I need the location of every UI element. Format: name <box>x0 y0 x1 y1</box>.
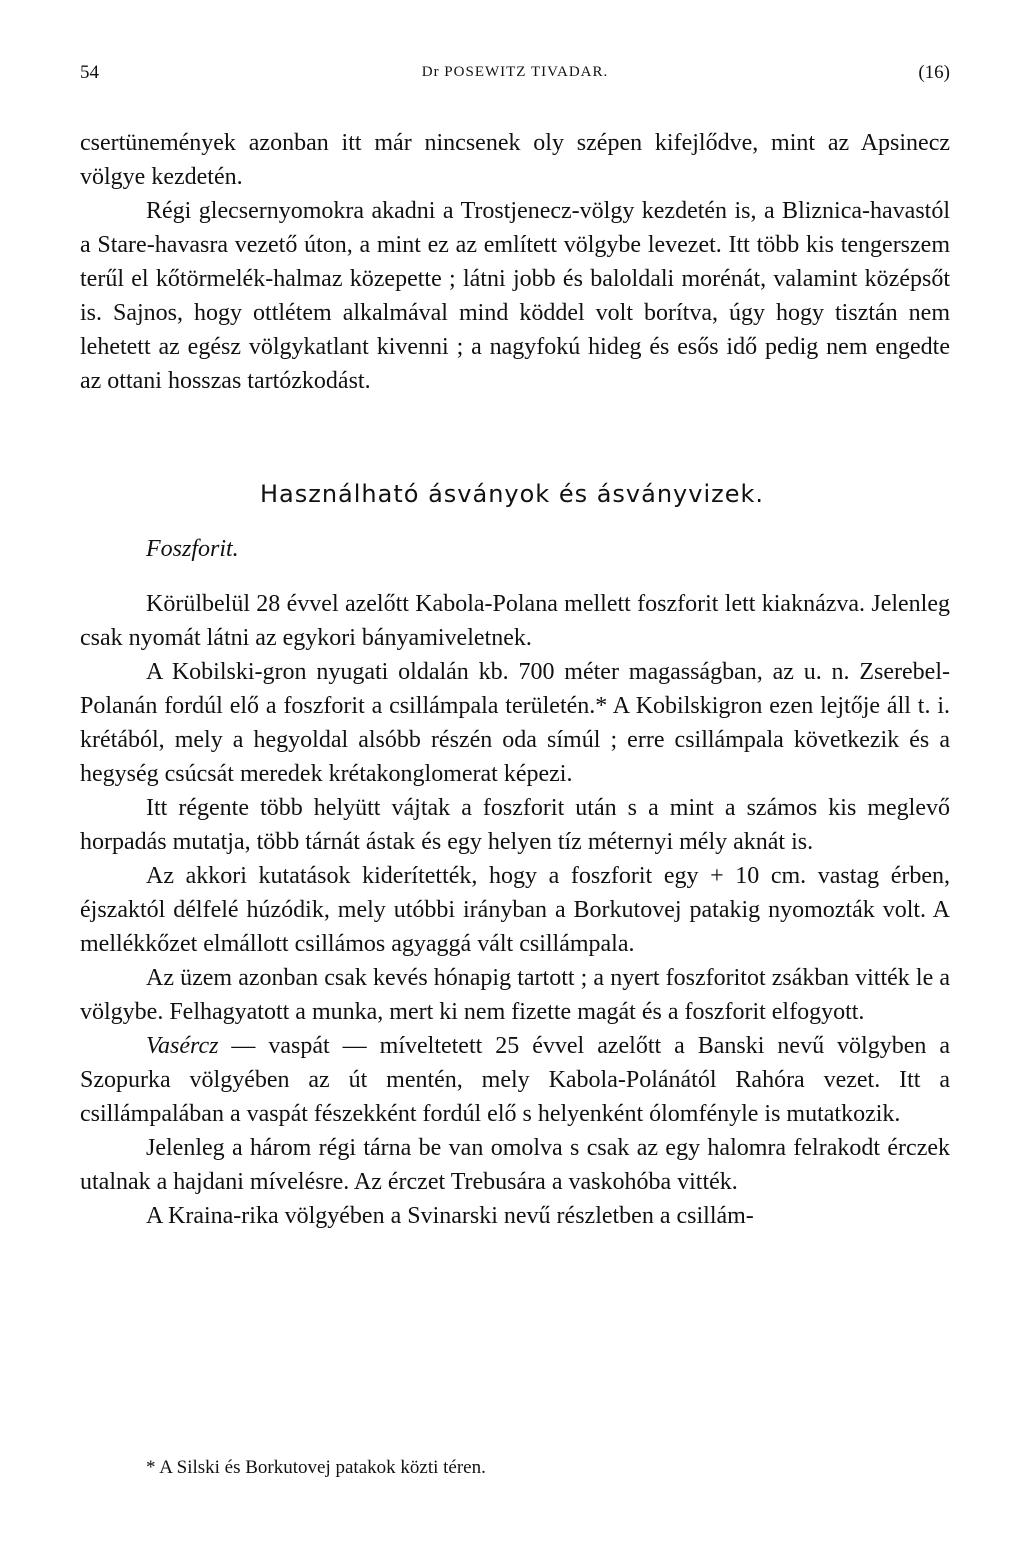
inline-term: Vasércz <box>146 1033 219 1059</box>
paragraph: Jelenleg a három régi tárna be van omolva s csak az egy halomra felrakodt érczek utalnak a hajdani mívelésre. Az érczet Trebusára a vaskohóba vitték. <box>80 1135 950 1195</box>
paragraph: A Kobilski-gron nyugati oldalán kb. 700 méter magasságban, az u. n. Zserebel-Polanán fordúl elő a foszforit a csillámpala területén.* A Kobilskigron ezen lejtője áll t. i. krétából, mely a hegyoldal alsóbb részén oda símúl ; erre csillámpala következik és a hegység csúcsát meredek krétakonglomerat képezi. <box>80 659 950 787</box>
paragraph: Itt régente több helyütt vájtak a foszforit után s a mint a számos kis meglevő horpadás mutatja, több tárnát ástak és egy helyen tíz méternyi mély aknát is. <box>80 795 950 855</box>
page-header <box>80 62 950 92</box>
paragraph: Régi glecsernyomokra akadni a Trostjenecz-völgy kezdetén is, a Bliznica-havastól a Stare-havasra vezető úton, a mint ez az említett völgybe levezet. Itt több kis tengerszem terűl el kőtörmelék-halmaz közepette ; látni jobb és baloldali morénát, valamint középsőt is. Sajnos, hogy ottlétem alkalmával mind köddel volt borítva, úgy hogy tisztán nem lehetett az egész völgykatlant kivenni ; a nagyfokú hideg és esős idő pedig nem engedte az ottani hosszas tartózkodást. <box>80 198 950 394</box>
footnote: * A Silski és Borkutovej patakok közti téren. <box>146 1457 486 1478</box>
top-text-block <box>80 126 950 398</box>
paragraph-text: — vaspát — míveltetett 25 évvel azelőtt a Banski nevű völgyben a Szopurka völgyében az út mentén, mely Kabola-Polánától Rahóra vezet. Itt a csillámpalában a vaspát fészekként fordúl elő s helyenként ólomfényle is mutatkozik. <box>80 1033 950 1127</box>
paragraph <box>80 1029 950 1131</box>
part-number: (16) <box>918 62 950 83</box>
running-title: Dr POSEWITZ TIVADAR. <box>421 64 609 80</box>
paragraph: Az akkori kutatások kiderítették, hogy a foszforit egy + 10 cm. vastag érben, éjszaktól délfelé húzódik, mely utóbbi irányban a Borkutovej patakig nyomozták volt. A mellékkőzet elmállott csillámos agyaggá vált csillámpala. <box>80 863 950 957</box>
section-heading: Használható ásványok és ásványvizek. <box>259 480 765 508</box>
paragraph: A Kraina-rika völgyében a Svinarski nevű részletben a csillám- <box>146 1203 754 1229</box>
paragraph: Az üzem azonban csak kevés hónapig tartott ; a nyert foszforitot zsákban vitték le a völgybe. Felhagyatott a munka, mert ki nem fizette magát és a foszforit elfogyott. <box>80 965 950 1025</box>
paragraph: Körülbelül 28 évvel azelőtt Kabola-Polana mellett foszforit lett kiaknázva. Jelenleg csak nyomát látni az egykori bányamiveletnek. <box>80 591 950 651</box>
body-text-block <box>80 587 950 1233</box>
page-number: 54 <box>80 62 99 83</box>
paragraph: csertünemények azonban itt már nincsenek oly szépen kifejlődve, mint az Apsinecz völgye kezdetén. <box>80 130 950 190</box>
subsection-heading: Foszforit. <box>146 536 239 562</box>
